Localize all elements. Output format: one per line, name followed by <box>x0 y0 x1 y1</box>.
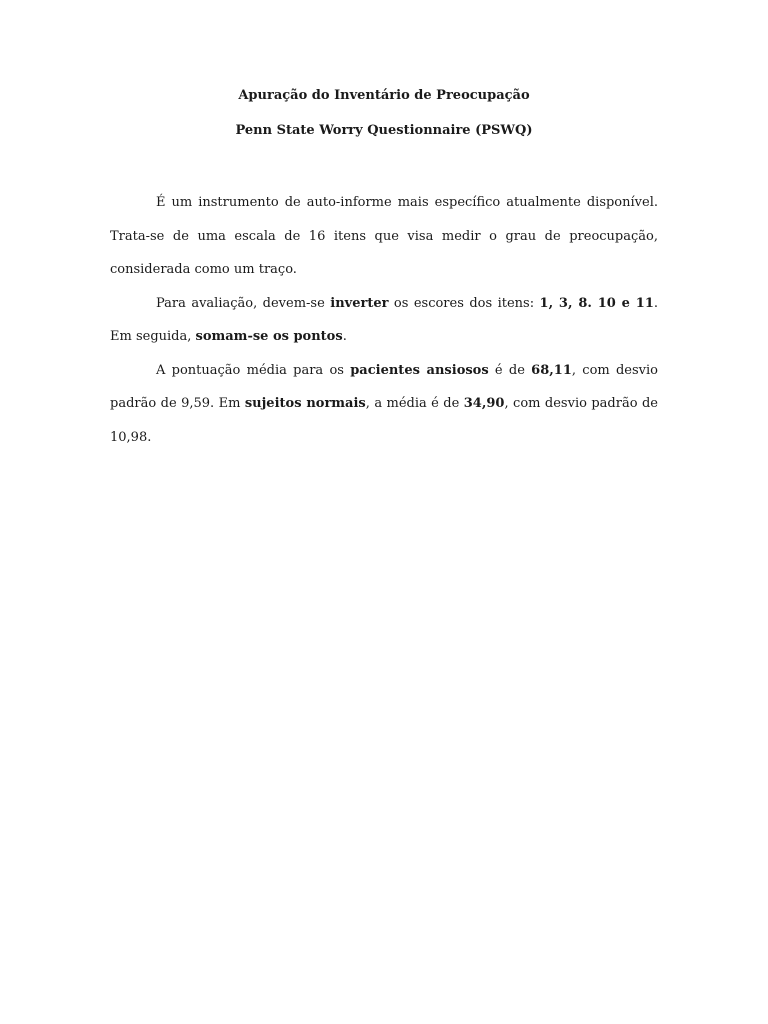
document-subtitle: Penn State Worry Questionnaire (PSWQ) <box>235 123 533 138</box>
paragraph-text: os escores dos itens: <box>388 295 540 311</box>
paragraph-1 <box>110 186 658 287</box>
paragraph-text: , com desvio padrão de 9,59. Em <box>110 362 658 411</box>
bold-term: pacientes ansiosos <box>350 362 489 378</box>
document-body <box>110 186 658 454</box>
paragraph-text: . Em seguida, <box>110 295 659 344</box>
bold-term: sujeitos normais <box>244 396 366 411</box>
bold-term: 68,11 <box>531 362 572 378</box>
paragraph-2 <box>110 287 658 354</box>
bold-term: inverter <box>330 295 389 311</box>
paragraph-text: , com desvio padrão de 10,98. <box>110 396 658 445</box>
paragraph-text: A pontuação média para os <box>156 362 351 378</box>
bold-term: somam-se os pontos <box>195 329 343 344</box>
paragraph-text: É um instrumento de auto-informe mais específico atualmente disponível. Trata-se de uma escala de 16 itens que visa medir o grau de preocupação, considerada como um traço. <box>110 195 658 277</box>
bold-term: 1, 3, 8. 10 e 11 <box>539 295 654 311</box>
paragraph-text: . <box>342 329 347 344</box>
bold-term: 34,90 <box>463 396 505 411</box>
document-header <box>110 0 658 141</box>
paragraph-3 <box>110 354 658 455</box>
document-title: Apuração do Inventário de Preocupação <box>238 88 530 103</box>
paragraph-text: , a média é de <box>365 396 464 411</box>
paragraph-text: é de <box>488 362 532 378</box>
paragraph-text: Para avaliação, devem-se <box>156 295 331 311</box>
